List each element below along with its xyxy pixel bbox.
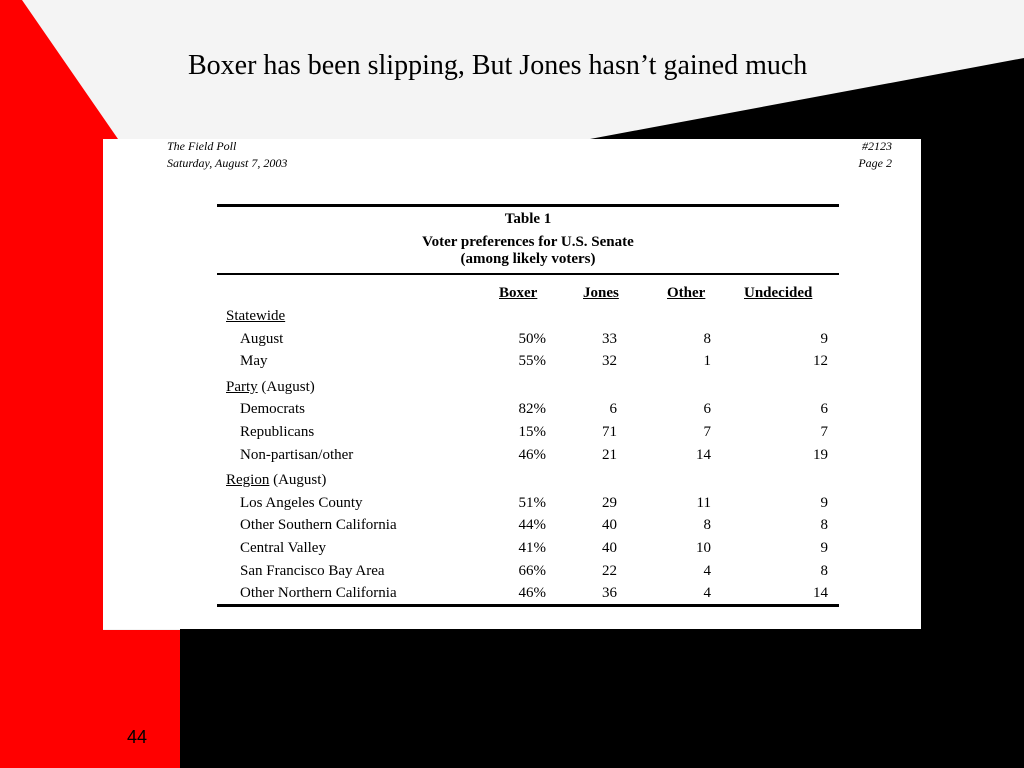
row-label: Democrats: [240, 401, 305, 418]
page-number: Page 2: [858, 156, 892, 170]
cell-undecided: 6: [820, 401, 828, 418]
document-header-right: [858, 138, 892, 172]
column-header-undecided: Undecided: [744, 285, 813, 301]
cell-undecided: 12: [813, 353, 828, 370]
cell-jones: 22: [602, 562, 617, 579]
document-header-left: [167, 138, 287, 172]
poll-name: The Field Poll: [167, 139, 237, 153]
cell-jones: 32: [602, 353, 617, 370]
row-label: San Francisco Bay Area: [240, 562, 385, 579]
cell-other: 1: [703, 353, 711, 370]
cell-other: 8: [703, 517, 711, 534]
cell-jones: 21: [602, 446, 617, 463]
cell-jones: 40: [602, 540, 617, 556]
table-subtitle-line-1: Voter preferences for U.S. Senate: [422, 234, 634, 250]
cell-jones: 71: [602, 424, 617, 440]
section-heading-label: Region: [226, 472, 270, 489]
row-label: Other Southern California: [240, 517, 397, 534]
cell-boxer: 51%: [518, 494, 546, 511]
cell-undecided: 8: [820, 517, 828, 534]
cell-boxer: 41%: [518, 540, 546, 556]
table-header-rule: [217, 273, 839, 275]
column-header-other: Other: [667, 285, 706, 301]
cell-other: 8: [703, 330, 711, 347]
release-number: #2123: [862, 139, 892, 153]
cell-other: 4: [703, 585, 711, 602]
scanned-poll-document: [103, 139, 921, 629]
cell-jones: 33: [602, 330, 617, 347]
row-label: Other Northern California: [240, 585, 397, 602]
row-label: August: [240, 330, 284, 347]
cell-other: 14: [696, 446, 711, 463]
table-bottom-rule: [217, 604, 839, 607]
cell-jones: 6: [609, 401, 617, 418]
cell-boxer: 44%: [518, 517, 546, 534]
section-heading-label: Party: [226, 378, 258, 395]
poll-date: Saturday, August 7, 2003: [167, 156, 288, 170]
cell-boxer: 82%: [518, 401, 546, 418]
cell-other: 6: [703, 401, 711, 418]
cell-other: 11: [696, 494, 711, 511]
cell-boxer: 55%: [518, 353, 546, 370]
cell-undecided: 9: [820, 494, 828, 511]
cell-undecided: 19: [813, 446, 828, 463]
cell-undecided: 9: [820, 540, 828, 556]
table-subtitle: [217, 234, 839, 268]
section-heading: [226, 306, 285, 326]
row-label: Non-partisan/other: [240, 446, 354, 463]
cell-boxer: 46%: [518, 446, 546, 463]
cell-undecided: 9: [820, 330, 828, 347]
cell-undecided: 7: [820, 424, 828, 440]
section-heading: [226, 470, 326, 490]
cell-jones: 29: [602, 494, 617, 511]
cell-boxer: 66%: [518, 562, 546, 579]
row-label: Central Valley: [240, 540, 326, 556]
cell-other: 4: [703, 562, 711, 579]
cell-undecided: 14: [813, 585, 828, 602]
cell-boxer: 15%: [518, 424, 546, 440]
table-top-rule: [217, 204, 839, 207]
table-subtitle-line-2: (among likely voters): [460, 251, 596, 267]
cell-other: 10: [696, 540, 711, 556]
slide-number: 44: [127, 727, 148, 747]
cell-undecided: 8: [820, 562, 828, 579]
row-label: Republicans: [240, 424, 315, 440]
row-label: Los Angeles County: [240, 494, 363, 511]
cell-other: 7: [703, 424, 711, 440]
table-title: Table 1: [504, 211, 552, 227]
column-header-boxer: Boxer: [499, 285, 538, 301]
slide-title: Boxer has been slipping, But Jones hasn’t gained much: [188, 50, 808, 81]
cell-boxer: 50%: [518, 330, 546, 347]
section-heading-suffix: (August): [269, 472, 327, 489]
column-header-jones: Jones: [583, 285, 619, 301]
cell-jones: 40: [602, 517, 617, 534]
cell-boxer: 46%: [518, 585, 546, 602]
cell-jones: 36: [602, 585, 617, 602]
row-label: May: [240, 353, 268, 370]
section-heading-suffix: (August): [257, 378, 315, 395]
section-heading-label: Statewide: [226, 308, 286, 324]
section-heading: [226, 377, 315, 397]
